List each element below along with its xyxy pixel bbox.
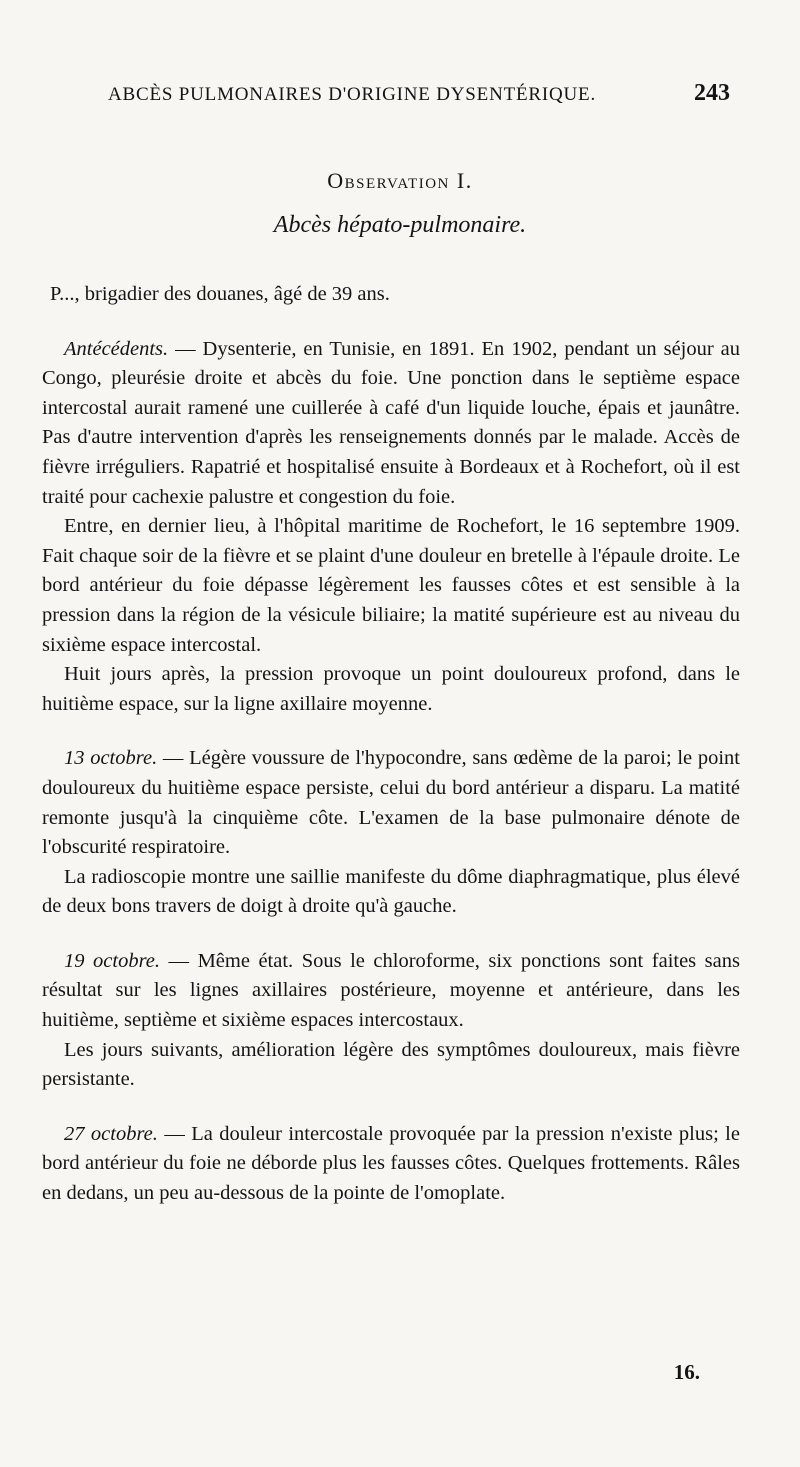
body-text (42, 280, 740, 1209)
paragraph-text: Entre, en dernier lieu, à l'hôpital maritime de Rochefort, le 16 septembre 1909. Fait chaque soir de la fièvre et se plaint d'une douleur en bretelle à l'épaule droite. Le bord antérieur du foie dépasse légèrement les fausses côtes et est sensible à la pression dans la région de la vésicule biliaire; la matité supérieure est au niveau du sixième espace intercostal. (42, 515, 740, 656)
running-title: ABCÈS PULMONAIRES D'ORIGINE DYSENTÉRIQUE. (108, 84, 597, 105)
paragraph-text: P..., brigadier des douanes, âgé de 39 ans. (50, 283, 390, 305)
paragraph-19-october (42, 947, 740, 1036)
paragraph-text: — Dysenterie, en Tunisie, en 1891. En 1902, pendant un séjour au Congo, pleurésie droite et abcès du foie. Une ponction dans le septième espace intercostal aurait ramené une cuillerée à café d'un liquide louche, épais et jaunâtre. Pas d'autre intervention d'après les renseignements donnés par le malade. Accès de fièvre irréguliers. Rapatrié et hospitalisé ensuite à Bordeaux et à Rochefort, où il est traité pour cachexie palustre et congestion du foie. (42, 337, 740, 508)
observation-title: Observation I. (327, 168, 473, 193)
paragraph-lead: 13 octobre. (64, 747, 158, 770)
page-number: 243 (694, 80, 730, 106)
paragraph-text: La radioscopie montre une saillie manifeste du dôme diaphragmatique, plus élevé de deux bons travers de doigt à droite qu'à gauche. (42, 865, 740, 918)
paragraph-patient (42, 280, 740, 310)
paragraph-radioscopy (42, 863, 740, 922)
paragraph-lead: 19 octobre. (64, 949, 161, 972)
paragraph-antecedents (42, 335, 740, 513)
paragraph-eight-days (42, 660, 740, 719)
paragraph-lead: 27 octobre. (64, 1122, 158, 1145)
paragraph-text: Les jours suivants, amélioration légère des symptômes douloureux, mais fièvre persistante. (42, 1038, 740, 1091)
observation-subtitle: Abcès hépato-pulmonaire. (273, 212, 527, 238)
paragraph-text: — Légère voussure de l'hypocondre, sans œdème de la paroi; le point douloureux du huitième espace persiste, celui du bord antérieur a disparu. La matité remonte jusqu'à la cinquième côte. L'examen de la base pulmonaire dénote de l'obscurité respiratoire. (42, 747, 740, 859)
paragraph-text: — La douleur intercostale provoquée par la pression n'existe plus; le bord antérieur du foie ne déborde plus les fausses côtes. Quelques frottements. Râles en dedans, un peu au-dessous de la pointe de l'omoplate. (42, 1122, 740, 1205)
paragraph-lead: Antécédents. (64, 337, 169, 360)
paragraph-admission (42, 512, 740, 660)
paragraph-27-october (42, 1120, 740, 1209)
signature-mark: 16. (673, 1360, 700, 1384)
running-head (60, 78, 740, 118)
paragraph-13-october (42, 744, 740, 862)
paragraph-text: Huit jours après, la pression provoque un point douloureux profond, dans le huitième espace, sur la ligne axillaire moyenne. (42, 663, 740, 715)
paragraph-text: — Même état. Sous le chloroforme, six ponctions sont faites sans résultat sur les lignes axillaires postérieure, moyenne et antérieure, dans les huitième, septième et sixième espaces intercostaux. (42, 949, 740, 1032)
paragraph-following-days (42, 1036, 740, 1095)
